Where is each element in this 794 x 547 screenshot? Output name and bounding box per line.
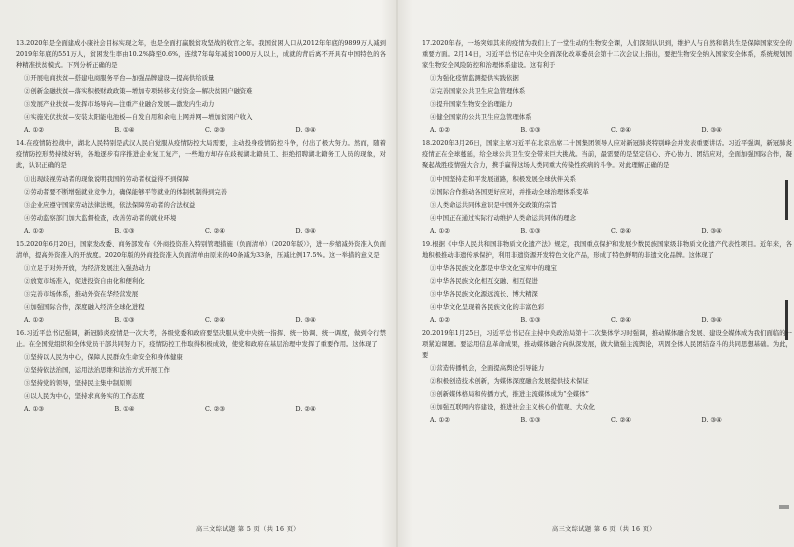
statement-option: ③完善市场体系，推动外资在华经营发展 [24,290,139,298]
answer-choice: A. ①② [430,417,450,425]
question-stem: 16.习近平总书记强调，新冠肺炎疫情是一次大考，各级党委和政府要坚决服从党中央统一指挥、统一协调、统一调度，做到令行禁止。在全国党组织和全体党员干部共同努力下，疫情防控工作取得积极成效，使党和政府在基层治理中发挥了重要作用。这体现了 [16,330,386,349]
statement-option: ①营造传播机会，全面提高舆论引导能力 [430,365,545,373]
answer-choice: D. ③④ [701,227,722,235]
question-stem: 19.根据《中华人民共和国非物质文化遗产法》规定，我国重点保护和发展少数民族国家级非物质文化遗产代表性项目。近年来，各地积极推动非遗传承保护，利用非遗资源开发特色文化产品，形成了特色鲜明的非遗文化品牌。这体现了 [422,240,792,259]
left-page [16,38,386,518]
answer-choice: C. ②③ [205,127,225,135]
answer-choice: A. ①② [430,227,450,235]
question-stem: 20.2019年1月25日，习近平总书记在主持中央政治局第十二次集体学习时强调，推动媒体融合发展、建设全媒体成为我们面临的一项紧迫课题。要运用信息革命成果，推动媒体融合向纵深发展，做大做强主流舆论，巩固全体人民团结奋斗的共同思想基础。为此，要 [422,330,792,360]
statement-option: ②创新金融扶贫—落实积极财政政策—增加专项转移支付资金—解决贫困户融资难 [24,88,253,96]
answer-choice: B. ①③ [114,317,135,325]
statement-option: ②积极创造技术创新，为媒体深度融合发展提供技术保证 [430,378,589,386]
answer-choice: A. ①② [24,317,44,325]
statement-option: ①中华各民族文化都是中华文化宝库中的瑰宝 [430,264,557,272]
answer-choice: C. ②④ [611,227,631,235]
statement-option: ④加强互联网内容建设，推进社会主义核心价值观、大众化 [430,404,596,412]
answer-choice: A. ①② [24,227,44,235]
answer-choice: B. ①④ [114,127,135,135]
statement-option: ④劳动监察部门加大监督检查，改善劳动者的就业环境 [24,214,177,222]
statement-option: ②放宽市场准入，促进投资自由化和便利化 [24,277,145,285]
question-stem: 18.2020年3月26日，国家主席习近平在北京出席二十国集团领导人应对新冠肺炎特别峰会并发表重要讲话。习近平强调，新冠肺炎疫情正在全球蔓延，给全球公共卫生安全带来巨大挑战。当前，最需要的是坚定信心、齐心协力、团结应对，全面加强国际合作，凝聚起战胜疫情强大合力，携手赢得这场人类同重大传染性疾病的斗争。对此理解正确的是 [422,140,792,170]
answer-choice: D. ③④ [701,317,722,325]
statement-option: ①出现歧视劳动者的现象说明我国的劳动者权益得不到保障 [24,175,190,183]
statement-option: ①立足于对外开放，为经济发展注入强劲动力 [24,264,151,272]
statement-option: ①开展电商扶贫—搭建电商服务平台—加强品牌建设—提高供给质量 [24,75,215,83]
answer-choice: D. ③④ [295,227,316,235]
answer-choices [16,226,386,237]
question-stem: 17.2020年春，一场突如其来的疫情为我们上了一堂生动的生物安全课，人们深刻认识到，维护人与自然和谐共生是保障国家安全的重要方面。2月14日，习近平总书记在中央全面深化改革委员会第十二次会议上指出，要把生物安全纳入国家安全体系，系统规划国家生物安全风险防控和治理体系建设。这有利于 [422,40,792,70]
statement-option: ④中华文化呈现着各民族文化的丰富色彩 [430,303,545,311]
statement-option: ①中国坚持走和平发展道路，积极发展全球伙伴关系 [430,175,576,183]
statement-option: ③创新媒体格局和传播方式，推进主流媒体成为“全媒体” [430,391,589,399]
statement-option: ①为强化疫情监测提供实践依据 [430,75,519,83]
answer-choice: B. ①③ [520,317,541,325]
answer-choice: D. ③④ [295,317,316,325]
statement-option: ④健全国家的公共卫生应急管理体系 [430,114,532,122]
answer-choice: A. ①② [430,317,450,325]
page-footer-left: 高三文综试题 第 5 页（共 16 页） [196,526,300,533]
right-page [422,38,792,518]
statement-option: ④中国正在通过实际行动维护人类命运共同体的理念 [430,214,576,222]
answer-choice: B. ①③ [114,227,135,235]
answer-choices [422,226,792,237]
page-footer-right: 高三文综试题 第 6 页（共 16 页） [552,526,656,533]
answer-choice: B. ①③ [520,227,541,235]
answer-choice: A. ①③ [24,406,44,414]
center-fold [396,0,398,547]
statement-option: ③发展产业扶贫—发挥市场导向—注重产业融合发展—激发内生动力 [24,101,215,109]
answer-choices [422,315,792,326]
answer-choice: B. ①③ [520,417,541,425]
answer-choice: C. ②③ [205,406,225,414]
statement-option: ②坚持依法治国，运用法治思维和法治方式开展工作 [24,367,170,375]
answer-choices [422,125,792,136]
answer-choice: D. ③④ [295,127,316,135]
statement-option: ④实施光伏扶贫—安装太阳能电池板—自发自用和余电上网并网—增加贫困户收入 [24,114,253,122]
statement-option: ②中华各民族文化相互交融、相互促进 [430,277,538,285]
answer-choice: A. ①② [24,127,44,135]
statement-option: ③企业应遵守国家劳动法律法规，依法保障劳动者的合法权益 [24,201,196,209]
answer-choice: C. ②④ [611,127,631,135]
answer-choices [422,415,792,426]
statement-option: ②劳动者要不断增强就业竞争力，确保能够平等就业的体制机制得到完善 [24,188,228,196]
statement-option: ④以人民为中心，坚持求真务实的工作态度 [24,393,145,401]
answer-choices [16,404,386,415]
answer-choice: C. ②④ [611,317,631,325]
question-stem: 13.2020年是全面建成小康社会目标实现之年，也是全面打赢脱贫攻坚战的收官之年。我国贫困人口从2012年年底的9899万人减到2019年年底的551万人，贫困发生率由10.2%降至0.6%，连续7年每年减贫1000万人以上，成就的背后离不开具有中国特色的各种精准扶贫模式。下列分析正确的是 [16,40,386,70]
answer-choice: C. ②④ [611,417,631,425]
statement-option: ④加强国际合作，深度融入经济全球化进程 [24,303,145,311]
statement-option: ①坚持以人民为中心，保障人民群众生命安全和身体健康 [24,354,183,362]
answer-choice: B. ①④ [114,406,135,414]
answer-choices [16,315,386,326]
statement-option: ③提升国家生物安全治理能力 [430,101,513,109]
statement-option: ③坚持党的领导，坚持民主集中制原则 [24,380,132,388]
answer-choice: C. ②④ [205,227,225,235]
answer-choice: D. ②④ [295,406,316,414]
answer-choice: B. ①③ [520,127,541,135]
answer-choice: D. ③④ [701,417,722,425]
question-stem: 14.在疫情防控战中，湖北人民特别是武汉人民自觉服从疫情防控大局需要，主动投身疫情防控斗争，付出了极大努力。然而，随着疫情防控形势持续好转，各地逐步有序推进企业复工复产，一些地方却存在歧视湖北籍员工、拒绝招聘湖北籍务工人员的现象，对此，认识正确的是 [16,140,386,170]
statement-option: ②完善国家公共卫生应急管理体系 [430,88,526,96]
answer-choice: C. ②④ [205,317,225,325]
question-stem: 15.2020年6月20日，国家发改委、商务部发布《外商投资准入特别管理措施（负面清单）（2020年版）》，进一步缩减外资准入负面清单，提高外资准入的开放度。2020年版的外商投资准入负面清单由原来的40条减为33条，压减比例17.5%。这一举措的意义是 [16,240,386,259]
answer-choice: D. ③④ [701,127,722,135]
answer-choices [16,125,386,136]
statement-option: ③人类命运共同体意识是中国外交政策的宗旨 [430,201,557,209]
statement-option: ②国际合作推动各国更好应对，并推动全球治理体系变革 [430,188,589,196]
statement-option: ③中华各民族文化源远流长、博大精深 [430,290,538,298]
answer-choice: A. ①② [430,127,450,135]
